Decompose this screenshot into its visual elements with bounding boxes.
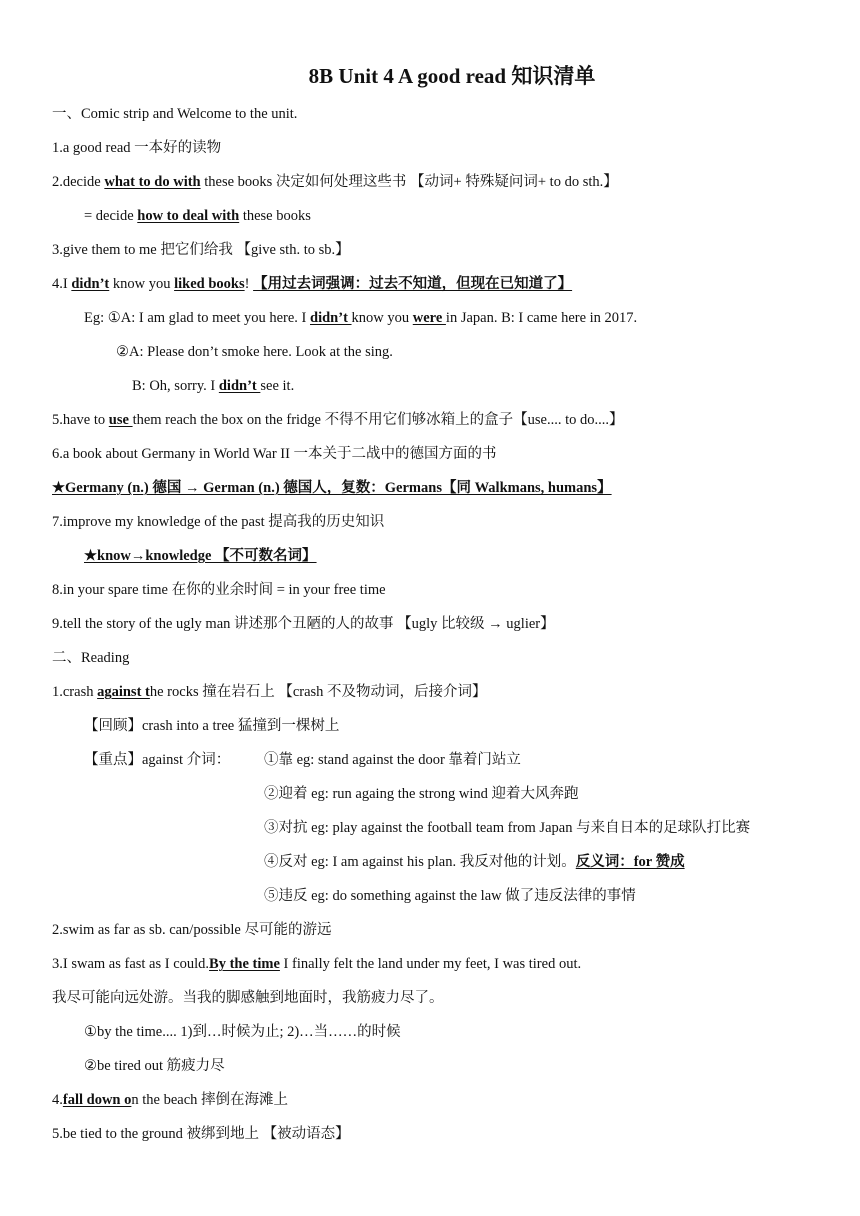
against-meaning-1: ①靠 eg: stand against the door 靠着门站立 bbox=[264, 752, 521, 768]
reading-item-3-translation: 我尽可能向远处游。当我的脚感触到地面时，我筋疲力尽了。 bbox=[52, 990, 444, 1006]
reading-item-3: 3.I swam as fast as I could.By the time I finally felt the land under my feet, I was tired out. bbox=[52, 956, 582, 972]
key-point-label: 【重点】against 介词： bbox=[84, 752, 231, 768]
section-heading-1: 一、Comic strip and Welcome to the unit. bbox=[52, 106, 298, 122]
reading-item-3-note-1: ①by the time.... 1)到…时候为止; 2)…当……的时候 bbox=[84, 1024, 401, 1040]
page-title: 8B Unit 4 A good read 知识清单 bbox=[308, 64, 596, 88]
item-4: 4.I didn’t know you liked books! 【用过去词强调：过去不知道，但现在已知道了】 bbox=[52, 276, 573, 292]
example-1: Eg: ①A: I am glad to meet you here. I didn’t know you were in Japan. B: I came here in 2017. bbox=[84, 310, 638, 326]
reading-item-1: 1.crash against the rocks 撞在岩石上 【crash 不及物动词，后接介词】 bbox=[52, 684, 487, 700]
item-1: 1.a good read 一本好的读物 bbox=[52, 140, 222, 156]
reading-item-2: 2.swim as far as sb. can/possible 尽可能的游远 bbox=[52, 922, 332, 938]
item-5: 5.have to use them reach the box on the fridge 不得不用它们够冰箱上的盒子【use.... to do....】 bbox=[52, 412, 624, 428]
item-9: 9.tell the story of the ugly man 讲述那个丑陋的人的故事 【ugly 比较级 → uglier】 bbox=[52, 616, 555, 632]
review-note: 【回顾】crash into a tree 猛撞到一棵树上 bbox=[84, 718, 340, 734]
reading-item-5: 5.be tied to the ground 被绑到地上 【被动语态】 bbox=[52, 1126, 350, 1142]
section-heading-2: 二、Reading bbox=[52, 650, 130, 666]
example-2-reply: B: Oh, sorry. I didn’t see it. bbox=[132, 378, 295, 394]
against-meaning-4: ④反对 eg: I am against his plan. 我反对他的计划。反义词：for 赞成 bbox=[264, 854, 685, 870]
reading-item-3-note-2: ②be tired out 筋疲力尽 bbox=[84, 1058, 225, 1074]
item-2-alt: = decide how to deal with these books bbox=[84, 208, 311, 224]
item-3: 3.give them to me 把它们给我 【give sth. to sb.】 bbox=[52, 242, 350, 258]
against-meaning-2: ②迎着 eg: run againg the strong wind 迎着大风奔跑 bbox=[264, 786, 579, 802]
against-meaning-5: ⑤违反 eg: do something against the law 做了违反法律的事情 bbox=[264, 888, 636, 904]
item-7: 7.improve my knowledge of the past 提高我的历史知识 bbox=[52, 514, 385, 530]
star-note-knowledge: ★know→knowledge 【不可数名词】 bbox=[84, 548, 317, 564]
item-6: 6.a book about Germany in World War II 一本关于二战中的德国方面的书 bbox=[52, 446, 497, 462]
item-8: 8.in your spare time 在你的业余时间 = in your free time bbox=[52, 582, 386, 598]
star-note-germany: ★Germany (n.) 德国 → German (n.) 德国人，复数：Germans【同 Walkmans, humans】 bbox=[52, 480, 612, 496]
reading-item-4: 4.fall down on the beach 摔倒在海滩上 bbox=[52, 1092, 289, 1108]
item-2: 2.decide what to do with these books 决定如何处理这些书 【动词+ 特殊疑问词+ to do sth.】 bbox=[52, 174, 618, 190]
example-2: ②A: Please don’t smoke here. Look at the sing. bbox=[116, 344, 393, 360]
against-meaning-3: ③对抗 eg: play against the football team from Japan 与来自日本的足球队打比赛 bbox=[264, 820, 751, 836]
